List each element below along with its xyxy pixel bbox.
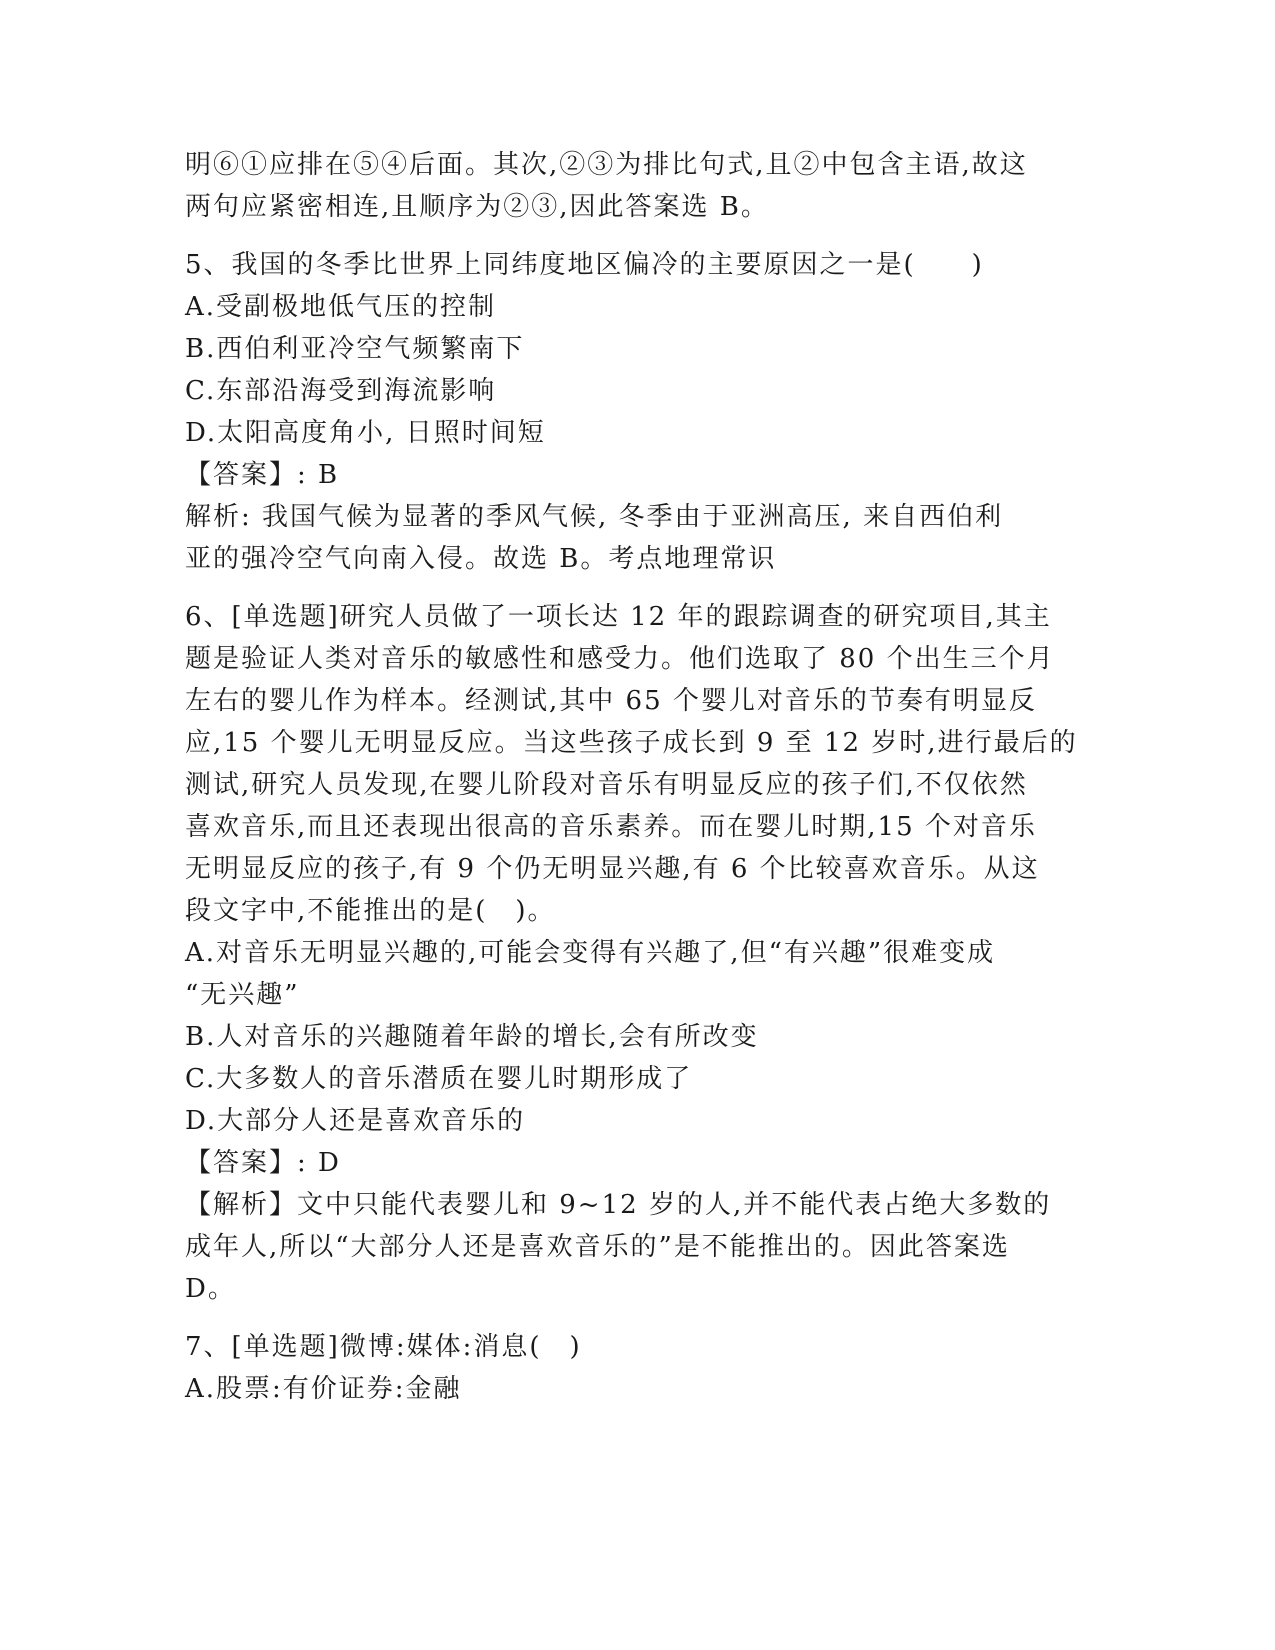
- analysis-line: 【解析】文中只能代表婴儿和 9~12 岁的人,并不能代表占绝大多数的: [185, 1190, 1052, 1220]
- option-c: C.大多数人的音乐潜质在婴儿时期形成了: [185, 1064, 693, 1094]
- answer: 【答案】: B: [185, 460, 340, 490]
- previous-analysis-continuation: [185, 145, 1085, 229]
- option-d: D.太阳高度角小, 日照时间短: [185, 418, 546, 448]
- analysis-line: 亚的强冷空气向南入侵。故选 B。考点地理常识: [185, 544, 777, 574]
- option-a: A.受副极地低气压的控制: [185, 292, 497, 322]
- analysis-line: 成年人,所以“大部分人还是喜欢音乐的”是不能推出的。因此答案选: [185, 1232, 1010, 1262]
- question-6: [185, 597, 1085, 1311]
- option-a: A.对音乐无明显兴趣的,可能会变得有兴趣了,但“有兴趣”很难变成: [185, 938, 996, 968]
- question-7: [185, 1327, 1085, 1411]
- option-a: A.股票:有价证券:金融: [185, 1374, 462, 1404]
- question-text-line: 6、[单选题]研究人员做了一项长达 12 年的跟踪调查的研究项目,其主: [185, 602, 1052, 632]
- question-text-line: 题是验证人类对音乐的敏感性和感受力。他们选取了 80 个出生三个月: [185, 644, 1055, 674]
- option-b: B.西伯利亚冷空气频繁南下: [185, 334, 525, 364]
- analysis-line: 解析: 我国气候为显著的季风气候, 冬季由于亚洲高压, 来自西伯利: [185, 502, 1004, 532]
- text-line: 两句应紧密相连,且顺序为②③,因此答案选 B。: [185, 192, 769, 222]
- question-text: 5、我国的冬季比世界上同纬度地区偏冷的主要原因之一是( ): [185, 250, 984, 280]
- question-text-line: 段文字中,不能推出的是( )。: [185, 896, 556, 926]
- option-c: C.东部沿海受到海流影响: [185, 376, 497, 406]
- analysis-line: D。: [185, 1274, 236, 1304]
- text-line: 明⑥①应排在⑤④后面。其次,②③为排比句式,且②中包含主语,故这: [185, 150, 1028, 180]
- question-text-line: 应,15 个婴儿无明显反应。当这些孩子成长到 9 至 12 岁时,进行最后的: [185, 728, 1078, 758]
- document-page: [185, 145, 1085, 1411]
- question-text-line: 无明显反应的孩子,有 9 个仍无明显兴趣,有 6 个比较喜欢音乐。从这: [185, 854, 1040, 884]
- answer: 【答案】: D: [185, 1148, 341, 1178]
- question-5: [185, 245, 1085, 581]
- question-text-line: 测试,研究人员发现,在婴儿阶段对音乐有明显反应的孩子们,不仅依然: [185, 770, 1028, 800]
- option-b: B.人对音乐的兴趣随着年龄的增长,会有所改变: [185, 1022, 759, 1052]
- option-a-continued: “无兴趣”: [185, 980, 300, 1010]
- question-text: 7、[单选题]微博:媒体:消息( ): [185, 1332, 582, 1362]
- question-text-line: 左右的婴儿作为样本。经测试,其中 65 个婴儿对音乐的节奏有明显反: [185, 686, 1037, 716]
- question-text-line: 喜欢音乐,而且还表现出很高的音乐素养。而在婴儿时期,15 个对音乐: [185, 812, 1037, 842]
- option-d: D.大部分人还是喜欢音乐的: [185, 1106, 526, 1136]
